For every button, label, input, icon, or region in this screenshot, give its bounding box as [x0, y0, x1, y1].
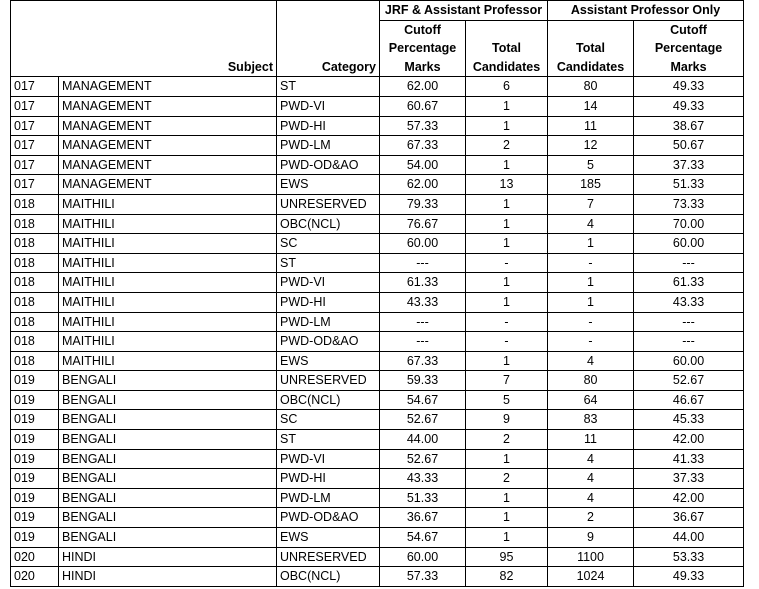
subject-cell: BENGALI	[59, 449, 277, 469]
subject-code-cell: 017	[11, 77, 59, 97]
ap-total-cell: 80	[548, 371, 634, 391]
ap-total-cell: 11	[548, 430, 634, 450]
cutoff-table	[10, 0, 744, 587]
ap-cutoff-header-line: Cutoff	[670, 22, 707, 37]
table-row	[11, 508, 744, 528]
subject-cell: MAITHILI	[59, 312, 277, 332]
jrf-total-cell: 1	[466, 116, 548, 136]
subject-code-cell: 018	[11, 273, 59, 293]
jrf-cutoff-cell: 54.67	[380, 390, 466, 410]
category-cell: OBC(NCL)	[277, 390, 380, 410]
ap-cutoff-cell: 45.33	[634, 410, 744, 430]
ap-cutoff-header-line: Marks	[670, 59, 707, 74]
table-row	[11, 567, 744, 587]
subject-cell: MANAGEMENT	[59, 155, 277, 175]
category-cell: ST	[277, 253, 380, 273]
jrf-cutoff-cell: 43.33	[380, 469, 466, 489]
category-cell: PWD-VI	[277, 449, 380, 469]
category-cell: PWD-OD&AO	[277, 332, 380, 352]
ap-total-cell: -	[548, 312, 634, 332]
subject-code-cell: 018	[11, 351, 59, 371]
ap-total-cell: 2	[548, 508, 634, 528]
jrf-total-cell: 1	[466, 96, 548, 116]
ap-cutoff-cell: 38.67	[634, 116, 744, 136]
subject-cell: BENGALI	[59, 488, 277, 508]
category-header: Category	[277, 1, 380, 77]
subject-cell: BENGALI	[59, 528, 277, 548]
ap-cutoff-cell: 52.67	[634, 371, 744, 391]
subject-cell: MAITHILI	[59, 253, 277, 273]
table-row	[11, 351, 744, 371]
ap-cutoff-cell: 37.33	[634, 469, 744, 489]
jrf-total-cell: 2	[466, 469, 548, 489]
category-cell: PWD-LM	[277, 312, 380, 332]
ap-total-cell: 14	[548, 96, 634, 116]
table-row	[11, 136, 744, 156]
ap-cutoff-cell: 70.00	[634, 214, 744, 234]
jrf-cutoff-cell: 36.67	[380, 508, 466, 528]
jrf-cutoff-cell: 54.67	[380, 528, 466, 548]
subject-code-cell: 018	[11, 234, 59, 254]
ap-total-header-line: Total	[576, 41, 605, 56]
table-row	[11, 547, 744, 567]
jrf-cutoff-cell: 76.67	[380, 214, 466, 234]
jrf-cutoff-cell: ---	[380, 312, 466, 332]
ap-total-cell: 4	[548, 214, 634, 234]
ap-cutoff-cell: 51.33	[634, 175, 744, 195]
subject-cell: MAITHILI	[59, 332, 277, 352]
table-row	[11, 410, 744, 430]
subject-code-cell: 019	[11, 430, 59, 450]
jrf-total-cell: 1	[466, 273, 548, 293]
jrf-total-cell: 1	[466, 488, 548, 508]
jrf-cutoff-cell: ---	[380, 253, 466, 273]
jrf-total-cell: 1	[466, 449, 548, 469]
subject-code-cell: 018	[11, 253, 59, 273]
jrf-cutoff-cell: ---	[380, 332, 466, 352]
category-cell: EWS	[277, 175, 380, 195]
jrf-total-cell: 2	[466, 430, 548, 450]
subject-code-cell: 019	[11, 469, 59, 489]
category-cell: UNRESERVED	[277, 547, 380, 567]
jrf-total-cell: -	[466, 332, 548, 352]
jrf-cutoff-cell: 62.00	[380, 175, 466, 195]
subject-code-cell: 020	[11, 567, 59, 587]
jrf-cutoff-cell: 43.33	[380, 292, 466, 312]
ap-total-cell: 4	[548, 469, 634, 489]
ap-cutoff-cell: 73.33	[634, 194, 744, 214]
jrf-cutoff-cell: 60.00	[380, 234, 466, 254]
ap-total-cell: 11	[548, 116, 634, 136]
table-row	[11, 332, 744, 352]
subject-cell: MAITHILI	[59, 214, 277, 234]
category-cell: OBC(NCL)	[277, 214, 380, 234]
ap-total-cell: 12	[548, 136, 634, 156]
jrf-total-cell: 82	[466, 567, 548, 587]
jrf-cutoff-cell: 51.33	[380, 488, 466, 508]
subject-code-cell: 017	[11, 155, 59, 175]
ap-cutoff-cell: 46.67	[634, 390, 744, 410]
table-row	[11, 155, 744, 175]
jrf-total-cell: 7	[466, 371, 548, 391]
ap-total-cell: 64	[548, 390, 634, 410]
ap-total-cell: 1100	[548, 547, 634, 567]
ap-cutoff-header	[634, 20, 744, 77]
subject-code-cell: 019	[11, 449, 59, 469]
subject-code-cell: 020	[11, 547, 59, 567]
table-row	[11, 273, 744, 293]
table-row	[11, 488, 744, 508]
jrf-total-cell: 1	[466, 155, 548, 175]
table-row	[11, 312, 744, 332]
table-row	[11, 469, 744, 489]
jrf-total-cell: 1	[466, 194, 548, 214]
subject-cell: MANAGEMENT	[59, 77, 277, 97]
subject-cell: MAITHILI	[59, 273, 277, 293]
ap-cutoff-cell: 53.33	[634, 547, 744, 567]
jrf-cutoff-cell: 60.67	[380, 96, 466, 116]
jrf-total-cell: 6	[466, 77, 548, 97]
subject-code-cell: 017	[11, 175, 59, 195]
ap-total-cell: 80	[548, 77, 634, 97]
jrf-total-cell: 1	[466, 508, 548, 528]
ap-total-cell: -	[548, 332, 634, 352]
jrf-total-cell: 9	[466, 410, 548, 430]
jrf-total-cell: 1	[466, 351, 548, 371]
jrf-total-cell: 1	[466, 292, 548, 312]
table-row	[11, 175, 744, 195]
ap-group-header: Assistant Professor Only	[548, 1, 744, 21]
jrf-total-cell: 5	[466, 390, 548, 410]
category-cell: PWD-HI	[277, 469, 380, 489]
category-cell: UNRESERVED	[277, 194, 380, 214]
category-cell: PWD-VI	[277, 273, 380, 293]
subject-cell: BENGALI	[59, 430, 277, 450]
table-row	[11, 214, 744, 234]
jrf-cutoff-cell: 67.33	[380, 351, 466, 371]
ap-cutoff-cell: 60.00	[634, 234, 744, 254]
subject-code-cell: 017	[11, 136, 59, 156]
ap-cutoff-cell: 41.33	[634, 449, 744, 469]
category-cell: PWD-OD&AO	[277, 508, 380, 528]
category-cell: ST	[277, 430, 380, 450]
table-row	[11, 77, 744, 97]
ap-cutoff-cell: 50.67	[634, 136, 744, 156]
ap-total-cell: 1	[548, 292, 634, 312]
jrf-cutoff-cell: 67.33	[380, 136, 466, 156]
jrf-cutoff-header-line: Marks	[404, 59, 441, 74]
table-row	[11, 371, 744, 391]
ap-cutoff-cell: ---	[634, 312, 744, 332]
ap-total-cell: 1	[548, 234, 634, 254]
jrf-cutoff-cell: 57.33	[380, 116, 466, 136]
jrf-cutoff-cell: 57.33	[380, 567, 466, 587]
subject-cell: BENGALI	[59, 508, 277, 528]
subject-code-cell: 019	[11, 390, 59, 410]
jrf-total-header-line: Candidates	[472, 59, 541, 74]
jrf-cutoff-cell: 61.33	[380, 273, 466, 293]
subject-code-cell: 017	[11, 116, 59, 136]
subject-cell: HINDI	[59, 547, 277, 567]
ap-cutoff-cell: 60.00	[634, 351, 744, 371]
jrf-total-cell: 95	[466, 547, 548, 567]
jrf-total-cell: -	[466, 312, 548, 332]
table-row	[11, 234, 744, 254]
ap-total-cell: 7	[548, 194, 634, 214]
subject-code-cell: 019	[11, 528, 59, 548]
subject-cell: BENGALI	[59, 390, 277, 410]
header-group-row	[11, 1, 744, 21]
table-row	[11, 292, 744, 312]
category-cell: EWS	[277, 528, 380, 548]
ap-total-cell: 4	[548, 351, 634, 371]
ap-cutoff-cell: 42.00	[634, 488, 744, 508]
category-cell: SC	[277, 234, 380, 254]
table-row	[11, 116, 744, 136]
jrf-cutoff-cell: 52.67	[380, 410, 466, 430]
subject-code-cell: 018	[11, 292, 59, 312]
category-cell: PWD-LM	[277, 136, 380, 156]
subject-cell: MANAGEMENT	[59, 175, 277, 195]
table-row	[11, 253, 744, 273]
table-row	[11, 449, 744, 469]
subject-code-cell: 019	[11, 488, 59, 508]
subject-cell: MAITHILI	[59, 292, 277, 312]
table-row	[11, 96, 744, 116]
jrf-total-header-line: Total	[492, 41, 521, 56]
category-cell: PWD-HI	[277, 292, 380, 312]
jrf-cutoff-cell: 54.00	[380, 155, 466, 175]
subject-cell: MANAGEMENT	[59, 116, 277, 136]
category-cell: PWD-VI	[277, 96, 380, 116]
jrf-cutoff-header	[380, 20, 466, 77]
subject-cell: MAITHILI	[59, 194, 277, 214]
jrf-total-header	[466, 20, 548, 77]
jrf-group-header: JRF & Assistant Professor	[380, 1, 548, 21]
ap-total-cell: 5	[548, 155, 634, 175]
subject-cell: MANAGEMENT	[59, 136, 277, 156]
jrf-cutoff-cell: 59.33	[380, 371, 466, 391]
jrf-total-cell: 2	[466, 136, 548, 156]
subject-cell: MAITHILI	[59, 234, 277, 254]
category-cell: UNRESERVED	[277, 371, 380, 391]
subject-code-cell: 018	[11, 194, 59, 214]
subject-cell: BENGALI	[59, 469, 277, 489]
jrf-cutoff-cell: 52.67	[380, 449, 466, 469]
table-row	[11, 390, 744, 410]
category-cell: ST	[277, 77, 380, 97]
subject-code-cell: 017	[11, 96, 59, 116]
ap-total-header	[548, 20, 634, 77]
ap-total-header-line: Candidates	[556, 59, 625, 74]
ap-total-cell: 4	[548, 488, 634, 508]
ap-total-cell: 9	[548, 528, 634, 548]
ap-cutoff-cell: 49.33	[634, 96, 744, 116]
ap-total-cell: 4	[548, 449, 634, 469]
jrf-cutoff-cell: 60.00	[380, 547, 466, 567]
ap-cutoff-cell: 49.33	[634, 77, 744, 97]
subject-code-cell: 018	[11, 332, 59, 352]
ap-cutoff-cell: 44.00	[634, 528, 744, 548]
category-cell: OBC(NCL)	[277, 567, 380, 587]
ap-cutoff-cell: 49.33	[634, 567, 744, 587]
jrf-cutoff-cell: 62.00	[380, 77, 466, 97]
category-cell: EWS	[277, 351, 380, 371]
category-cell: SC	[277, 410, 380, 430]
category-cell: PWD-OD&AO	[277, 155, 380, 175]
category-cell: PWD-LM	[277, 488, 380, 508]
subject-code-cell: 019	[11, 410, 59, 430]
subject-cell: MANAGEMENT	[59, 96, 277, 116]
jrf-cutoff-header-line: Percentage	[388, 41, 457, 56]
subject-cell: MAITHILI	[59, 351, 277, 371]
subject-cell: HINDI	[59, 567, 277, 587]
table-row	[11, 528, 744, 548]
ap-cutoff-cell: 36.67	[634, 508, 744, 528]
ap-cutoff-cell: ---	[634, 253, 744, 273]
ap-cutoff-cell: 37.33	[634, 155, 744, 175]
ap-cutoff-header-line: Percentage	[654, 41, 723, 56]
ap-total-cell: 83	[548, 410, 634, 430]
table-row	[11, 194, 744, 214]
jrf-total-cell: 1	[466, 234, 548, 254]
jrf-total-cell: 1	[466, 528, 548, 548]
table-row	[11, 430, 744, 450]
subject-code-cell: 019	[11, 508, 59, 528]
subject-code-cell: 018	[11, 312, 59, 332]
ap-cutoff-cell: 42.00	[634, 430, 744, 450]
jrf-total-cell: 13	[466, 175, 548, 195]
jrf-cutoff-header-line: Cutoff	[404, 22, 441, 37]
ap-total-cell: 1	[548, 273, 634, 293]
table-body	[11, 77, 744, 586]
jrf-cutoff-cell: 44.00	[380, 430, 466, 450]
ap-total-cell: 185	[548, 175, 634, 195]
subject-code-cell: 018	[11, 214, 59, 234]
subject-cell: BENGALI	[59, 410, 277, 430]
jrf-cutoff-cell: 79.33	[380, 194, 466, 214]
subject-code-cell: 019	[11, 371, 59, 391]
ap-cutoff-cell: ---	[634, 332, 744, 352]
jrf-total-cell: 1	[466, 214, 548, 234]
subject-cell: BENGALI	[59, 371, 277, 391]
subject-header: Subject	[11, 1, 277, 77]
ap-cutoff-cell: 43.33	[634, 292, 744, 312]
ap-cutoff-cell: 61.33	[634, 273, 744, 293]
category-cell: PWD-HI	[277, 116, 380, 136]
ap-total-cell: -	[548, 253, 634, 273]
ap-total-cell: 1024	[548, 567, 634, 587]
jrf-total-cell: -	[466, 253, 548, 273]
